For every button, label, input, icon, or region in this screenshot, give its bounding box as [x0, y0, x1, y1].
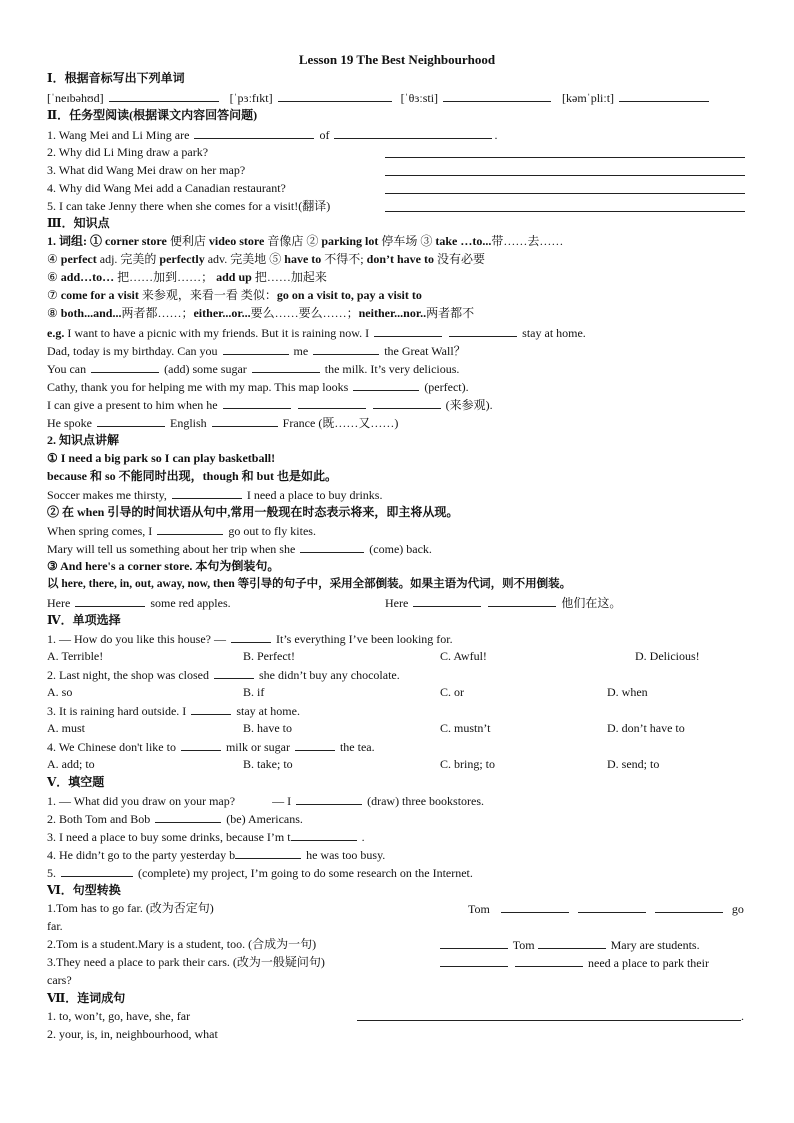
question-text: go	[731, 902, 744, 916]
question-text: 1. Wang Mei and Li Ming are	[47, 128, 190, 142]
reading-question-1	[47, 126, 497, 144]
phrase-text: 两者都不	[426, 306, 475, 320]
answer-blank[interactable]	[155, 810, 221, 823]
phonetic-3: [ˈθɜːsti]	[400, 91, 439, 105]
section-2-heading: Ⅱ．任务型阅读(根据课文内容回答问题)	[47, 108, 258, 122]
section-6-heading: Ⅵ．句型转换	[47, 883, 121, 897]
example-1	[47, 324, 586, 342]
mc-question-1	[47, 630, 453, 648]
answer-blank[interactable]	[374, 324, 442, 337]
answer-blank[interactable]	[181, 738, 221, 751]
example-4	[47, 378, 469, 396]
phrase-text: neither...nor..	[358, 306, 427, 320]
transform-answer-2	[440, 936, 700, 953]
phrase-text: 不得不;	[321, 252, 367, 266]
example-text: Here	[47, 596, 71, 610]
example-text: stay at home.	[522, 326, 586, 340]
phrase-text: 停车场 ③	[378, 234, 436, 248]
mc-option[interactable]: A. must	[47, 721, 86, 735]
phonetic-1: [ˈneɪbəhʊd]	[47, 91, 104, 105]
mc-option[interactable]: D. when	[607, 685, 648, 699]
example-text: Mary will tell us something about her trip when she	[47, 542, 296, 556]
phrase-text: come for a visit	[60, 288, 139, 302]
fill-question-1	[47, 792, 484, 810]
question-text: 5.	[47, 866, 56, 880]
answer-line[interactable]	[357, 1008, 741, 1021]
phrase-text: adj. 完美的	[96, 252, 160, 266]
transform-question-1-wrap: far.	[47, 919, 63, 933]
phrase-text: both...and...	[60, 306, 122, 320]
mc-option[interactable]: C. or	[440, 685, 464, 699]
answer-blank[interactable]	[353, 378, 419, 391]
question-text: (be) Americans.	[226, 812, 303, 826]
question-text: he was too busy.	[306, 848, 386, 862]
answer-blank[interactable]	[334, 126, 492, 139]
phrase-text: ⑦	[47, 288, 61, 302]
mc-option[interactable]: B. Perfect!	[243, 649, 295, 663]
answer-blank[interactable]	[235, 846, 301, 859]
answer-blank[interactable]	[440, 954, 508, 967]
phonetic-2: [ˈpɜːfɪkt]	[229, 91, 273, 105]
fill-question-4	[47, 846, 385, 864]
question-text: It’s everything I’ve been looking for.	[276, 632, 453, 646]
phrase-line-5	[47, 305, 474, 323]
phrase-text: add up	[216, 270, 252, 284]
knowledge-example-3	[47, 594, 231, 612]
phrase-text: 便利店	[166, 234, 209, 248]
answer-blank[interactable]	[231, 630, 271, 643]
phrase-line-3	[47, 269, 327, 287]
answer-blank[interactable]	[214, 666, 254, 679]
question-text: Mary are students.	[610, 938, 700, 952]
answer-blank[interactable]	[488, 594, 556, 607]
question-text: 1. — What did you draw on your map?	[47, 794, 236, 808]
phrase-text: ④	[47, 252, 61, 266]
example-text: France (既……又……)	[282, 416, 399, 430]
phonetics-row	[47, 89, 711, 107]
order-question-2: 2. your, is, in, neighbourhood, what	[47, 1027, 218, 1041]
reading-question-2: 2. Why did Li Ming draw a park?	[47, 145, 209, 159]
example-text: (perfect).	[424, 380, 469, 394]
section-1-heading: Ⅰ．根据音标写出下列单词	[47, 71, 185, 85]
example-text: go out to fly kites.	[228, 524, 316, 538]
mc-option[interactable]: B. if	[243, 685, 265, 699]
mc-question-4	[47, 738, 375, 756]
answer-blank[interactable]	[223, 396, 291, 409]
phrase-line-1	[47, 233, 563, 251]
answer-blank[interactable]	[300, 540, 364, 553]
mc-option[interactable]: C. bring; to	[440, 757, 496, 771]
phrase-line-2	[47, 251, 485, 269]
answer-blank[interactable]	[291, 828, 357, 841]
fill-question-3	[47, 828, 365, 846]
example-text: the milk. It’s very delicious.	[324, 362, 460, 376]
mc-option[interactable]: C. Awful!	[440, 649, 487, 663]
example-text: Soccer makes me thirsty,	[47, 488, 167, 502]
answer-blank[interactable]	[373, 396, 441, 409]
phrase-text: don’t have to	[366, 252, 434, 266]
question-text: she didn’t buy any chocolate.	[258, 668, 400, 682]
answer-blank[interactable]	[440, 936, 508, 949]
answer-line[interactable]	[385, 145, 745, 158]
answer-blank[interactable]	[191, 702, 231, 715]
question-text: 1. — How do you like this house? —	[47, 632, 226, 646]
phrase-text: perfectly	[159, 252, 205, 266]
phrase-text: corner store	[105, 234, 167, 248]
answer-blank[interactable]	[501, 900, 569, 913]
phrase-text: video store	[208, 234, 265, 248]
mc-option[interactable]: D. Delicious!	[635, 649, 700, 663]
phrase-text: 1. 词组: ①	[47, 234, 105, 248]
phrase-text: adv. 完美地 ⑤	[204, 252, 285, 266]
phrase-text: 把……加起来	[251, 270, 327, 284]
answer-line[interactable]	[385, 181, 745, 194]
transform-answer-3	[440, 954, 709, 971]
phrase-text: 音像店 ②	[264, 234, 322, 248]
section-3-heading: Ⅲ．知识点	[47, 216, 110, 230]
example-text: (come) back.	[369, 542, 432, 556]
knowledge-example-2b	[47, 540, 432, 558]
phrase-text: 要么……要么……；	[250, 306, 359, 320]
phrase-text: add…to…	[60, 270, 115, 284]
knowledge-note-3: 以 here, there, in, out, away, now, then 等引导的句子中，采用全部倒装。如果主语为代词，则不用倒装。	[47, 578, 572, 590]
example-text: Cathy, thank you for helping me with my map. This map looks	[47, 380, 349, 394]
example-text: 他们在这。	[561, 596, 622, 610]
answer-blank[interactable]	[619, 89, 709, 102]
section-7-heading: Ⅶ．连词成句	[47, 991, 126, 1005]
answer-blank[interactable]	[578, 900, 646, 913]
example-text: Dad, today is my birthday. Can you	[47, 344, 218, 358]
phrase-text: 来参观，来看一看 类似：	[138, 288, 277, 302]
question-text: the tea.	[339, 740, 375, 754]
question-text: 2. Both Tom and Bob	[47, 812, 151, 826]
question-text: of	[319, 128, 330, 142]
mc-question-3	[47, 702, 300, 720]
knowledge-heading: 2. 知识点讲解	[47, 433, 120, 447]
question-text: need a place to park their	[588, 956, 709, 970]
example-3	[47, 360, 459, 378]
question-text: (draw) three bookstores.	[367, 794, 485, 808]
phonetic-4: [kəmˈpliːt]	[562, 91, 615, 105]
answer-blank[interactable]	[223, 342, 289, 355]
eg-label: e.g.	[47, 326, 65, 340]
question-text: — I	[272, 794, 292, 808]
transform-answer-1	[468, 900, 744, 917]
example-6	[47, 414, 398, 432]
phrase-text: go on a visit to, pay a visit to	[276, 288, 422, 302]
question-text: .	[494, 128, 498, 142]
question-text: (complete) my project, I’m going to do some research on the Internet.	[138, 866, 473, 880]
answer-blank[interactable]	[91, 360, 159, 373]
example-text: some red apples.	[150, 596, 231, 610]
question-text: 4. He didn’t go to the party yesterday b	[47, 848, 236, 862]
phrase-text: either...or...	[193, 306, 251, 320]
example-text: the Great Wall？	[384, 344, 466, 358]
answer-blank[interactable]	[295, 738, 335, 751]
page-title: Lesson 19 The Best Neighbourhood	[298, 52, 496, 67]
fill-question-2	[47, 810, 303, 828]
phrase-text: 把……加到……；	[114, 270, 217, 284]
example-text: (add) some sugar	[164, 362, 247, 376]
section-4-heading: Ⅳ．单项选择	[47, 613, 121, 627]
transform-question-1: 1.Tom has to go far. (改为否定句)	[47, 901, 214, 915]
answer-blank[interactable]	[296, 792, 362, 805]
mc-option[interactable]: A. Terrible!	[47, 649, 104, 663]
transform-question-3: 3.They need a place to park their cars. (改为一般疑问句)	[47, 955, 325, 969]
example-text: (来参观).	[445, 398, 493, 412]
question-text: stay at home.	[236, 704, 300, 718]
example-text: Here	[385, 596, 409, 610]
answer-blank[interactable]	[194, 126, 314, 139]
answer-blank[interactable]	[61, 864, 133, 877]
answer-blank[interactable]	[449, 324, 517, 337]
knowledge-example-2a	[47, 522, 316, 540]
answer-line[interactable]	[385, 163, 745, 176]
phrase-text: parking lot	[321, 234, 379, 248]
mc-option[interactable]: A. add; to	[47, 757, 95, 771]
question-text: milk or sugar	[225, 740, 290, 754]
question-text: 3. I need a place to buy some drinks, because I’m t	[47, 830, 291, 844]
question-text: Tom	[468, 902, 490, 916]
question-text: 3. It is raining hard outside. I	[47, 704, 187, 718]
answer-blank[interactable]	[97, 414, 165, 427]
knowledge-example-3b	[385, 594, 621, 611]
answer-blank[interactable]	[413, 594, 481, 607]
answer-blank[interactable]	[212, 414, 278, 427]
answer-blank[interactable]	[443, 89, 551, 102]
reading-question-3: 3. What did Wang Mei draw on her map?	[47, 163, 246, 177]
phrase-text: 两者都……；	[121, 306, 194, 320]
example-text: I want to have a picnic with my friends. But it is raining now. I	[64, 326, 370, 340]
phrase-text: ⑥	[47, 270, 61, 284]
phrase-text: perfect	[60, 252, 97, 266]
answer-blank[interactable]	[172, 486, 242, 499]
transform-question-2: 2.Tom is a student.Mary is a student, too. (合成为一句)	[47, 937, 317, 951]
answer-blank[interactable]	[655, 900, 723, 913]
answer-blank[interactable]	[252, 360, 320, 373]
answer-line[interactable]	[385, 199, 745, 212]
example-text: He spoke	[47, 416, 92, 430]
mc-option[interactable]: B. take; to	[243, 757, 293, 771]
mc-option[interactable]: D. don’t have to	[607, 721, 685, 735]
example-text: me	[293, 344, 309, 358]
question-text: Tom	[512, 938, 535, 952]
example-text: I need a place to buy drinks.	[246, 488, 383, 502]
knowledge-point-3: ③ And here's a corner store. 本句为倒装句。	[47, 559, 280, 573]
phrase-line-4	[47, 287, 422, 305]
question-text: 2. Last night, the shop was closed	[47, 668, 209, 682]
example-text: I can give a present to him when he	[47, 398, 218, 412]
answer-blank[interactable]	[278, 89, 392, 102]
answer-blank[interactable]	[157, 522, 223, 535]
example-text: English	[170, 416, 207, 430]
knowledge-note-1: because 和 so 不能同时出现，though 和 but 也是如此。	[47, 469, 338, 483]
mc-option[interactable]: C. mustn’t	[440, 721, 491, 735]
order-question-1: 1. to, won’t, go, have, she, far	[47, 1009, 191, 1023]
knowledge-example-1	[47, 486, 382, 504]
question-text: .	[361, 830, 365, 844]
example-2	[47, 342, 466, 360]
mc-option[interactable]: B. have to	[243, 721, 292, 735]
phrase-text: 带……去……	[491, 234, 564, 248]
reading-question-4: 4. Why did Wang Mei add a Canadian restaurant?	[47, 181, 286, 195]
phrase-text: 没有必要	[433, 252, 485, 266]
knowledge-point-2: ② 在 when 引导的时间状语从句中,常用一般现在时态表示将来，即主将从现。	[47, 505, 459, 519]
phrase-text: have to	[284, 252, 322, 266]
phrase-text: ⑧	[47, 306, 61, 320]
example-text: When spring comes, I	[47, 524, 153, 538]
fill-question-5	[47, 864, 473, 882]
reading-question-5: 5. I can take Jenny there when she comes for a visit!(翻译)	[47, 199, 331, 213]
sentence-period: .	[741, 1009, 744, 1023]
mc-option[interactable]: A. so	[47, 685, 73, 699]
knowledge-point-1: ① I need a big park so I can play basketball!	[47, 451, 276, 465]
answer-blank[interactable]	[538, 936, 606, 949]
answer-blank[interactable]	[313, 342, 379, 355]
mc-option[interactable]: D. send; to	[607, 757, 660, 771]
example-5	[47, 396, 493, 414]
answer-blank[interactable]	[298, 396, 366, 409]
transform-question-3-wrap: cars?	[47, 973, 72, 987]
section-5-heading: Ⅴ．填空题	[47, 775, 105, 789]
mc-question-2	[47, 666, 400, 684]
question-text: 4. We Chinese don't like to	[47, 740, 176, 754]
phrase-text: take …to...	[435, 234, 492, 248]
answer-blank[interactable]	[515, 954, 583, 967]
answer-blank[interactable]	[75, 594, 145, 607]
answer-blank[interactable]	[109, 89, 219, 102]
example-text: You can	[47, 362, 87, 376]
